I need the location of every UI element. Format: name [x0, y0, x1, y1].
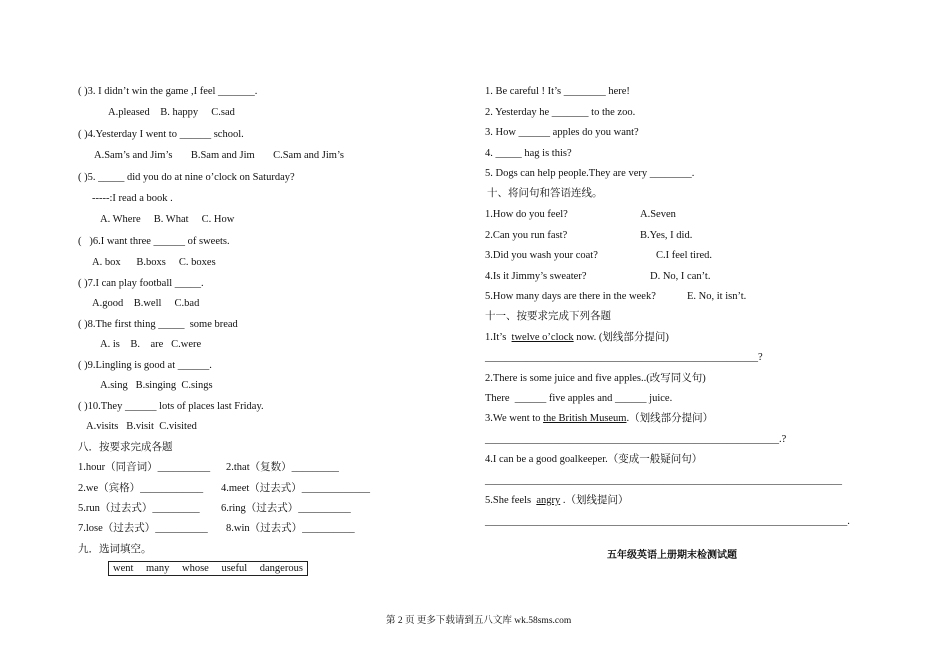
underlined-phrase: the British Museum	[543, 413, 627, 424]
q9-options: A.sing B.singing C.sings	[100, 380, 213, 391]
word-bank-box	[108, 561, 308, 576]
match-question-5: 5.How many days are there in the week?	[485, 291, 656, 302]
match-question-1: 1.How do you feel?	[485, 209, 568, 220]
fill-item-3: 3. How ______ apples do you want?	[485, 127, 639, 138]
q3-stem: ( )3. I didn’t win the game ,I feel _______.	[78, 86, 258, 97]
item11-5-pre: 5.She feels	[485, 495, 537, 506]
match-answer-1: A.Seven	[640, 209, 676, 220]
match-answer-5: E. No, it isn’t.	[687, 291, 747, 302]
answer-line-4: ____________________________________________________________________	[485, 475, 842, 486]
underlined-phrase: angry	[536, 495, 561, 506]
q5-options: A. Where B. What C. How	[100, 214, 235, 225]
item11-3-post: .（划线部分提问）	[626, 413, 714, 424]
answer-line-5: _____________________________________________________________________.	[485, 516, 850, 527]
q5-stem: ( )5. _____ did you do at nine o’clock on Saturday?	[78, 172, 295, 183]
match-answer-3: C.I feel tired.	[656, 250, 712, 261]
q8-stem: ( )8.The first thing _____ some bread	[78, 319, 238, 330]
answer-line-1: ____________________________________________________?	[485, 352, 763, 363]
q10-options: A.visits B.visit C.visited	[86, 421, 197, 432]
item11-3	[485, 412, 713, 426]
s8-row2a: 2.we（宾格）____________	[78, 483, 204, 494]
fill-item-1: 1. Be careful ! It’s ________ here!	[485, 86, 630, 97]
fill-item-5: 5. Dogs can help people.They are very ________.	[485, 168, 695, 179]
q5-reply: -----:I read a book .	[92, 193, 173, 204]
section9-heading: 九．选词填空。	[78, 544, 152, 555]
fill-item-4: 4. _____ hag is this?	[485, 148, 572, 159]
word-bank-item: whose	[182, 563, 209, 574]
q8-options: A. is B. are C.were	[100, 339, 202, 350]
item11-1-pre: 1.It’s	[485, 332, 512, 343]
item11-1	[485, 331, 669, 345]
left-column	[0, 0, 470, 671]
word-bank-item: useful	[221, 563, 248, 574]
match-question-2: 2.Can you run fast?	[485, 230, 568, 241]
item11-4: 4.I can be a good goalkeeper.（变成一般疑问句）	[485, 454, 703, 465]
s8-row3b: 6.ring（过去式）__________	[221, 503, 351, 514]
fill-item-2: 2. Yesterday he _______ to the zoo.	[485, 107, 636, 118]
item11-2: 2.There is some juice and five apples..(改写同义句)	[485, 373, 706, 384]
q9-stem: ( )9.Lingling is good at ______.	[78, 360, 212, 371]
s8-row1b: 2.that（复数）_________	[226, 462, 339, 473]
q7-options: A.good B.well C.bad	[92, 298, 200, 309]
match-question-4: 4.Is it Jimmy’s sweater?	[485, 271, 587, 282]
section8-heading: 八．按要求完成各题	[78, 442, 173, 453]
item11-1-post: now. (划线部分提问)	[573, 332, 669, 343]
answer-line-3: ________________________________________________________.?	[485, 434, 787, 445]
item11-2-fill: There ______ five apples and ______ juice.	[485, 393, 673, 404]
page-footer: 第 2 页 更多下载请到五八文库 wk.58sms.com	[386, 616, 572, 626]
match-answer-2: B.Yes, I did.	[640, 230, 693, 241]
q7-stem: ( )7.I can play football _____.	[78, 278, 204, 289]
s8-row1a: 1.hour（同音词）__________	[78, 462, 211, 473]
q4-stem: ( )4.Yesterday I went to ______ school.	[78, 129, 244, 140]
s8-row2b: 4.meet（过去式）_____________	[221, 483, 371, 494]
q6-options: A. box B.boxs C. boxes	[92, 257, 216, 268]
word-bank-item: dangerous	[259, 563, 303, 574]
q3-options: A.pleased B. happy C.sad	[108, 107, 235, 118]
q6-stem: ( )6.I want three ______ of sweets.	[78, 236, 230, 247]
s8-row4b: 8.win（过去式）__________	[226, 523, 355, 534]
q4-options: A.Sam’s and Jim’s B.Sam and Jim C.Sam and Jim’s	[94, 150, 344, 161]
item11-3-pre: 3.We went to	[485, 413, 544, 424]
item11-5-post: .（划线提问）	[560, 495, 629, 506]
word-bank-item: many	[146, 563, 170, 574]
section11-heading: 十一、按要求完成下列各题	[485, 311, 611, 322]
item11-5	[485, 494, 629, 508]
s8-row4a: 7.lose（过去式）__________	[78, 523, 208, 534]
exam-title: 五年级英语上册期末检测试题	[607, 550, 737, 561]
section10-heading: 十、将问句和答语连线。	[487, 188, 603, 199]
s8-row3a: 5.run（过去式）_________	[78, 503, 200, 514]
match-question-3: 3.Did you wash your coat?	[485, 250, 598, 261]
match-answer-4: D. No, I can’t.	[650, 271, 711, 282]
q10-stem: ( )10.They ______ lots of places last Friday.	[78, 401, 264, 412]
word-bank-item: went	[113, 563, 134, 574]
underlined-phrase: twelve o’clock	[511, 332, 574, 343]
